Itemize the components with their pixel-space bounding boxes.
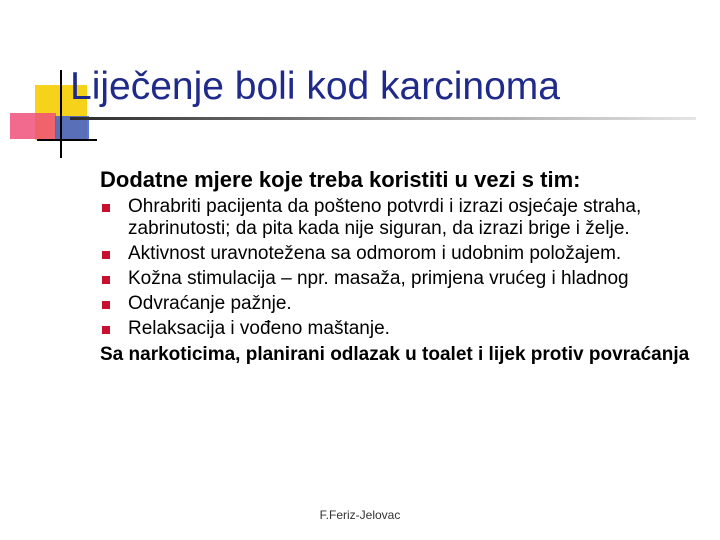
square-bullet-icon	[102, 301, 110, 309]
decor-red-square	[10, 113, 56, 139]
bullet-text: Aktivnost uravnotežena sa odmorom i udobnim položajem.	[128, 243, 622, 264]
bullet-item	[100, 196, 710, 240]
bullet-text: Odvraćanje pažnje.	[128, 293, 292, 314]
square-bullet-icon	[102, 326, 110, 334]
footer-author: F.Feriz-Jelovac	[319, 508, 401, 522]
closing-note: Sa narkoticima, planirani odlazak u toalet i lijek protiv povraćanja	[100, 344, 690, 365]
bullet-item	[100, 243, 710, 265]
slide-body	[100, 166, 710, 367]
bullet-text: Kožna stimulacija – npr. masaža, primjena vrućeg i hladnog	[128, 268, 629, 289]
square-bullet-icon	[102, 276, 110, 284]
bullet-text: Relaksacija i vođeno maštanje.	[128, 318, 390, 339]
body-heading: Dodatne mjere koje treba koristiti u vezi s tim:	[100, 167, 581, 192]
slide-title: Liječenje boli kod karcinoma	[70, 65, 560, 108]
bullet-list	[100, 196, 710, 340]
bullet-item	[100, 268, 710, 290]
bullet-item	[100, 318, 710, 340]
decor-vertical-line	[60, 70, 62, 158]
bullet-item	[100, 293, 710, 315]
square-bullet-icon	[102, 204, 110, 212]
title-underline-rule	[70, 117, 696, 120]
bullet-text: Ohrabriti pacijenta da pošteno potvrdi i izrazi osjećaje straha, zabrinutosti; da pita kada nije siguran, da izrazi brige i želje.	[128, 196, 642, 239]
decor-short-horizontal-line	[37, 139, 97, 141]
square-bullet-icon	[102, 251, 110, 259]
